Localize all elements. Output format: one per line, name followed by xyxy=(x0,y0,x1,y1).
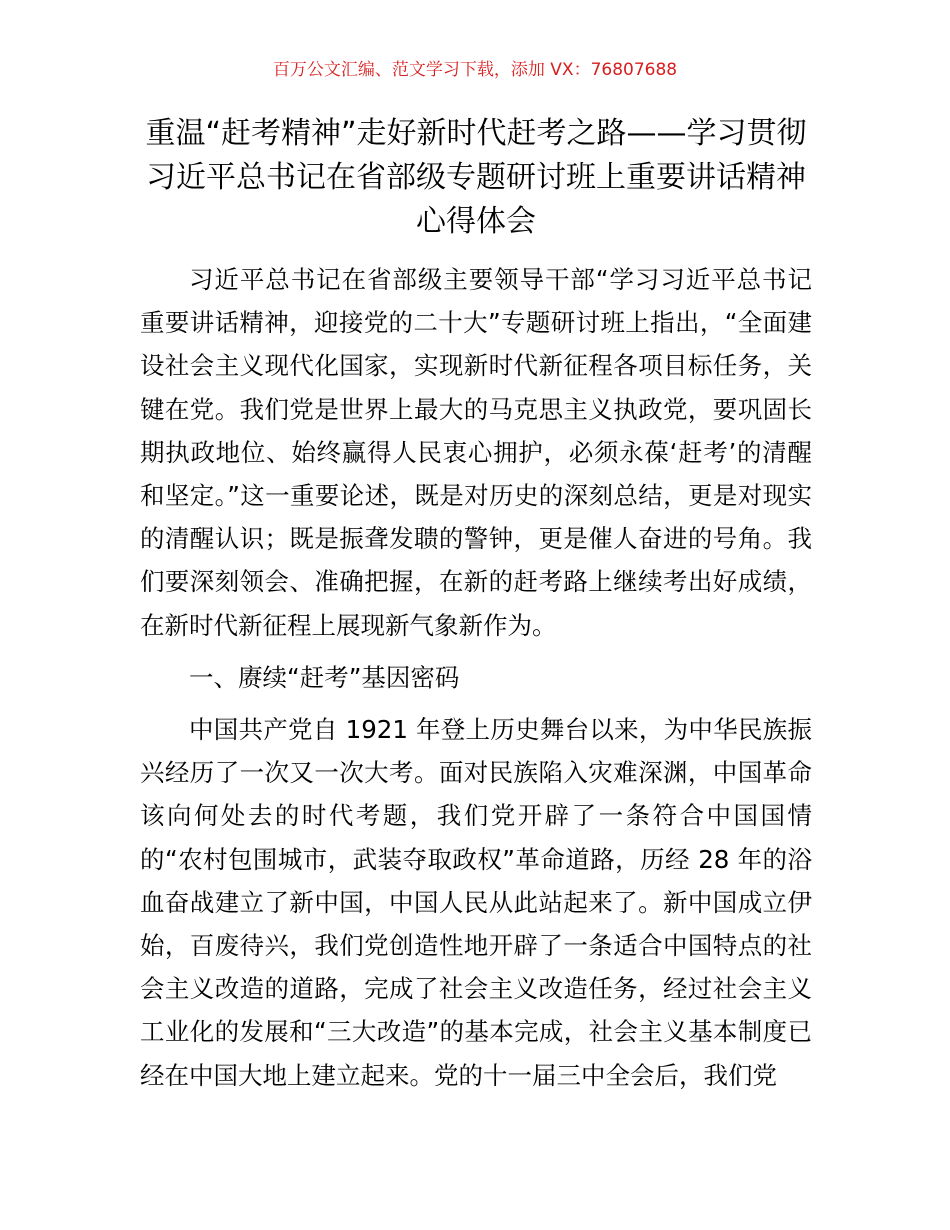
document-title: 重温“赶考精神”走好新时代赶考之路——学习贯彻习近平总书记在省部级专题研讨班上重要讲话精神心得体会 xyxy=(145,116,807,239)
section-heading-1: 一、赓续“赶考”基因密码 xyxy=(189,662,460,692)
header-note: 百万公文汇编、范文学习下载，添加 VX：76807688 xyxy=(272,60,678,80)
paragraph-section-1: 中国共产党自 1921 年登上历史舞台以来，为中华民族振兴经历了一次又一次大考。面对民族陷入灾难深渊，中国革命该向何处去的时代考题，我们党开辟了一条符合中国国情的“农村包围城市，武装夺取政权”革命道路，历经 28 年的浴血奋战建立了新中国，中国人民从此站起来了。新中国成立伊始，百废待兴，我们党创造性地开辟了一条适合中国特点的社会主义改造的道路，完成了社会主义改造任务，经过社会主义工业化的发展和“三大改造”的基本完成，社会主义基本制度已经在中国大地上建立起来。党的十一届三中全会后，我们党 xyxy=(140,715,812,1090)
document-body xyxy=(140,258,812,1097)
paragraph-intro: 习近平总书记在省部级主要领导干部“学习习近平总书记重要讲话精神，迎接党的二十大”专题研讨班上指出，“全面建设社会主义现代化国家，实现新时代新征程各项目标任务，关键在党。我们党是世界上最大的马克思主义执政党，要巩固长期执政地位、始终赢得人民衷心拥护，必须永葆‘赶考’的清醒和坚定。”这一重要论述，既是对历史的深刻总结，更是对现实的清醒认识；既是振聋发聩的警钟，更是催人奋进的号角。我们要深刻领会、准确把握，在新的赶考路上继续考出好成绩，在新时代新征程上展现新气象新作为。 xyxy=(140,265,812,640)
